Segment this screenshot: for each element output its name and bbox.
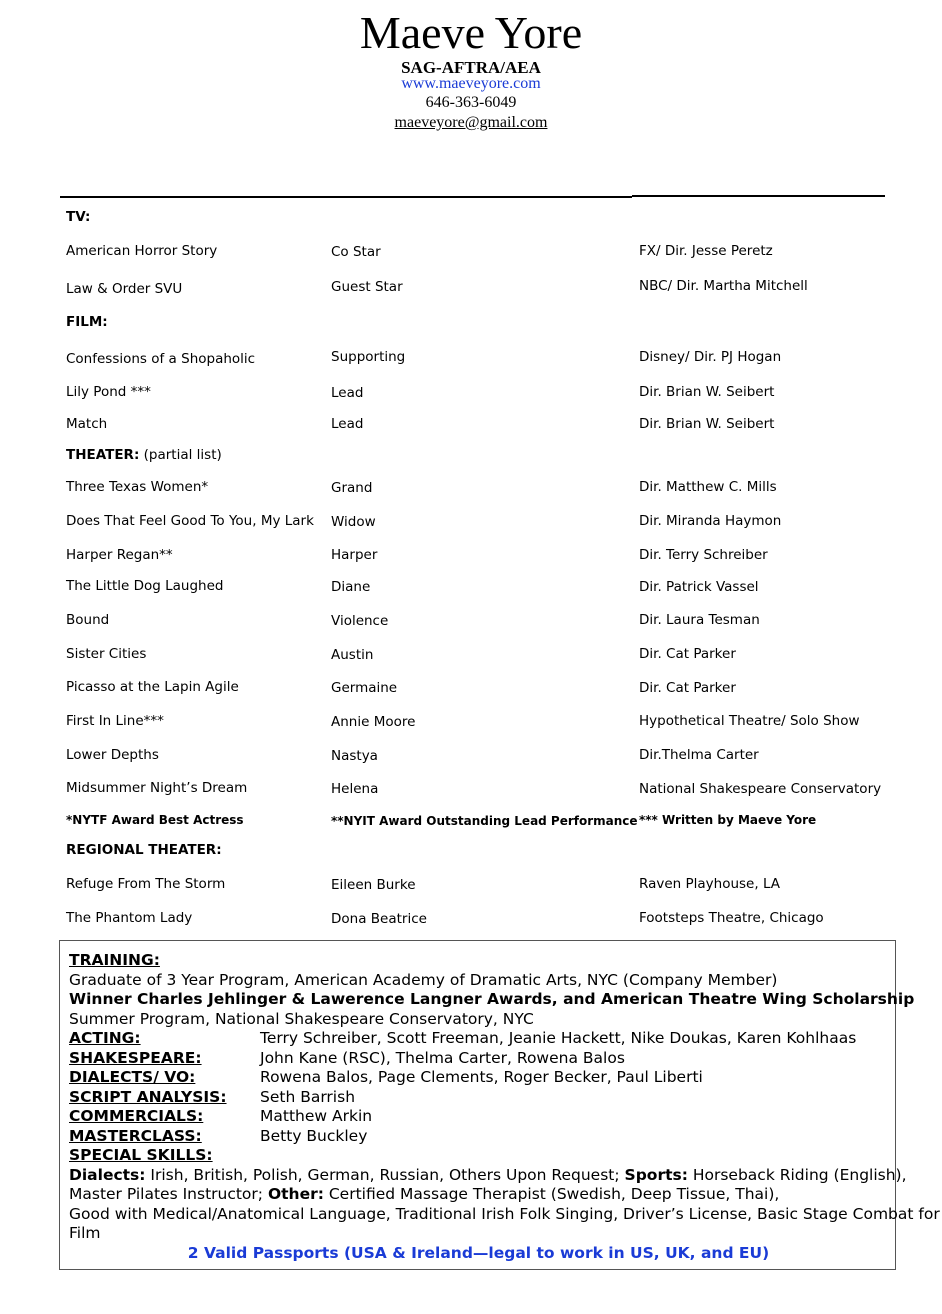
- credit-company: Dir. Brian W. Seibert: [639, 416, 775, 432]
- credit-title: The Phantom Lady: [66, 910, 193, 926]
- dialects-value: Irish, British, Polish, German, Russian, Others Upon Request;: [145, 1166, 625, 1184]
- credit-title: First In Line***: [66, 713, 164, 729]
- credit-title: Sister Cities: [66, 646, 147, 662]
- section-heading-regional: REGIONAL THEATER:: [66, 842, 222, 858]
- skills-line: Film: [69, 1224, 101, 1242]
- award-note: **NYIT Award Outstanding Lead Performance: [331, 814, 638, 828]
- credit-company: Disney/ Dir. PJ Hogan: [639, 349, 782, 365]
- credit-role: Diane: [331, 579, 371, 595]
- phone-number: 646-363-6049: [425, 94, 517, 111]
- credit-title: Midsummer Night’s Dream: [66, 780, 248, 796]
- credit-role: Annie Moore: [331, 714, 416, 730]
- credit-role: Grand: [331, 480, 373, 496]
- credit-company: Dir. Cat Parker: [639, 646, 736, 662]
- credit-role: Guest Star: [331, 279, 403, 295]
- special-skills-label: SPECIAL SKILLS:: [69, 1146, 213, 1164]
- credit-company: Dir. Brian W. Seibert: [639, 384, 775, 400]
- credit-role: Germaine: [331, 680, 398, 696]
- credit-title: Confessions of a Shopaholic: [66, 351, 256, 367]
- shakespeare-label: SHAKESPEARE:: [69, 1049, 202, 1067]
- credit-company: Footsteps Theatre, Chicago: [639, 910, 824, 926]
- section-heading-tv: TV:: [66, 209, 91, 225]
- masterclass-label: MASTERCLASS:: [69, 1127, 202, 1145]
- sports-value: Horseback Riding (English),: [687, 1166, 907, 1184]
- actor-name: Maeve Yore: [359, 7, 583, 58]
- credit-title: American Horror Story: [66, 243, 218, 259]
- credit-title: Match: [66, 416, 108, 432]
- credit-role: Lead: [331, 385, 364, 401]
- credit-title: The Little Dog Laughed: [66, 578, 224, 594]
- credit-company: Dir. Cat Parker: [639, 680, 736, 696]
- skills-line: [69, 1185, 779, 1204]
- sports-key: Sports:: [624, 1166, 688, 1184]
- credit-title: Three Texas Women*: [66, 479, 209, 495]
- credit-title: Does That Feel Good To You, My Lark: [66, 513, 314, 529]
- training-line: Graduate of 3 Year Program, American Academy of Dramatic Arts, NYC (Company Member): [69, 971, 778, 989]
- masterclass-teacher: Betty Buckley: [260, 1127, 368, 1145]
- credit-company: Dir.Thelma Carter: [639, 747, 759, 763]
- other-key: Other:: [267, 1185, 324, 1203]
- credit-title: Law & Order SVU: [66, 281, 183, 297]
- credit-title: Lower Depths: [66, 747, 159, 763]
- credit-company: Dir. Matthew C. Mills: [639, 479, 777, 495]
- skills-line: [69, 1166, 907, 1185]
- section-heading-film: FILM:: [66, 314, 108, 330]
- credit-company: NBC/ Dir. Martha Mitchell: [639, 278, 808, 294]
- theater-heading-note: (partial list): [139, 447, 222, 463]
- credit-role: Violence: [331, 613, 389, 629]
- training-box: [59, 940, 940, 1270]
- credit-company: Dir. Patrick Vassel: [639, 579, 759, 595]
- other-value: Certified Massage Therapist (Swedish, Deep Tissue, Thai),: [323, 1185, 780, 1203]
- training-awards: Winner Charles Jehlinger & Lawerence Langner Awards, and American Theatre Wing Scholarship: [69, 990, 915, 1008]
- email-link[interactable]: [0, 114, 942, 132]
- dialects-key: Dialects:: [69, 1166, 146, 1184]
- credit-role: Eileen Burke: [331, 877, 416, 893]
- script-analysis-teacher: Seth Barrish: [260, 1088, 356, 1106]
- shakespeare-teachers: John Kane (RSC), Thelma Carter, Rowena Balos: [260, 1049, 625, 1067]
- credit-title: Bound: [66, 612, 110, 628]
- credit-role: Widow: [331, 514, 376, 530]
- skills-line: Good with Medical/Anatomical Language, Traditional Irish Folk Singing, Driver’s License, Basic Stage Combat for: [69, 1205, 940, 1223]
- script-analysis-label: SCRIPT ANALYSIS:: [69, 1088, 227, 1106]
- credit-title: Picasso at the Lapin Agile: [66, 679, 239, 695]
- union-affiliation: SAG-AFTRA/AEA: [401, 58, 541, 77]
- section-heading-theater: [66, 447, 222, 463]
- credit-role: Austin: [331, 647, 374, 663]
- commercials-teacher: Matthew Arkin: [260, 1107, 373, 1125]
- credit-role: Helena: [331, 781, 379, 797]
- written-by-note: *** Written by Maeve Yore: [639, 813, 817, 827]
- credit-company: Dir. Miranda Haymon: [639, 513, 782, 529]
- commercials-label: COMMERCIALS:: [69, 1107, 204, 1125]
- credit-role: Lead: [331, 416, 364, 432]
- credit-company: Hypothetical Theatre/ Solo Show: [639, 713, 860, 729]
- credit-company: FX/ Dir. Jesse Peretz: [639, 243, 773, 259]
- credit-title: Lily Pond ***: [66, 384, 151, 400]
- pilates-text: Master Pilates Instructor;: [69, 1185, 268, 1203]
- training-heading: TRAINING:: [69, 951, 160, 969]
- credit-role: Harper: [331, 547, 378, 563]
- acting-teachers: Terry Schreiber, Scott Freeman, Jeanie Hackett, Nike Doukas, Karen Kohlhaas: [260, 1029, 857, 1047]
- divider-right: [632, 195, 885, 197]
- credit-company: National Shakespeare Conservatory: [639, 781, 882, 797]
- credit-company: Dir. Laura Tesman: [639, 612, 760, 628]
- credit-role: Supporting: [331, 349, 406, 365]
- credit-role: Nastya: [331, 748, 378, 764]
- credit-company: Raven Playhouse, LA: [639, 876, 781, 892]
- award-note: *NYTF Award Best Actress: [66, 813, 244, 827]
- credit-role: Co Star: [331, 244, 381, 260]
- email-text[interactable]: maeveyore@gmail.com: [394, 114, 548, 131]
- divider-left: [60, 196, 326, 198]
- passports-note: 2 Valid Passports (USA & Ireland—legal to work in US, UK, and EU): [187, 1244, 770, 1262]
- website-link[interactable]: www.maeveyore.com: [401, 75, 541, 92]
- training-line: Summer Program, National Shakespeare Conservatory, NYC: [69, 1010, 534, 1028]
- credit-role: Dona Beatrice: [331, 911, 427, 927]
- theater-heading-label: THEATER:: [66, 447, 140, 463]
- acting-label: ACTING:: [69, 1029, 141, 1047]
- credit-title: Harper Regan**: [66, 547, 173, 563]
- dialects-teachers: Rowena Balos, Page Clements, Roger Becker, Paul Liberti: [260, 1068, 703, 1086]
- divider-middle: [326, 196, 632, 198]
- credit-title: Refuge From The Storm: [66, 876, 226, 892]
- dialects-label: DIALECTS/ VO:: [69, 1068, 196, 1086]
- credit-company: Dir. Terry Schreiber: [639, 547, 768, 563]
